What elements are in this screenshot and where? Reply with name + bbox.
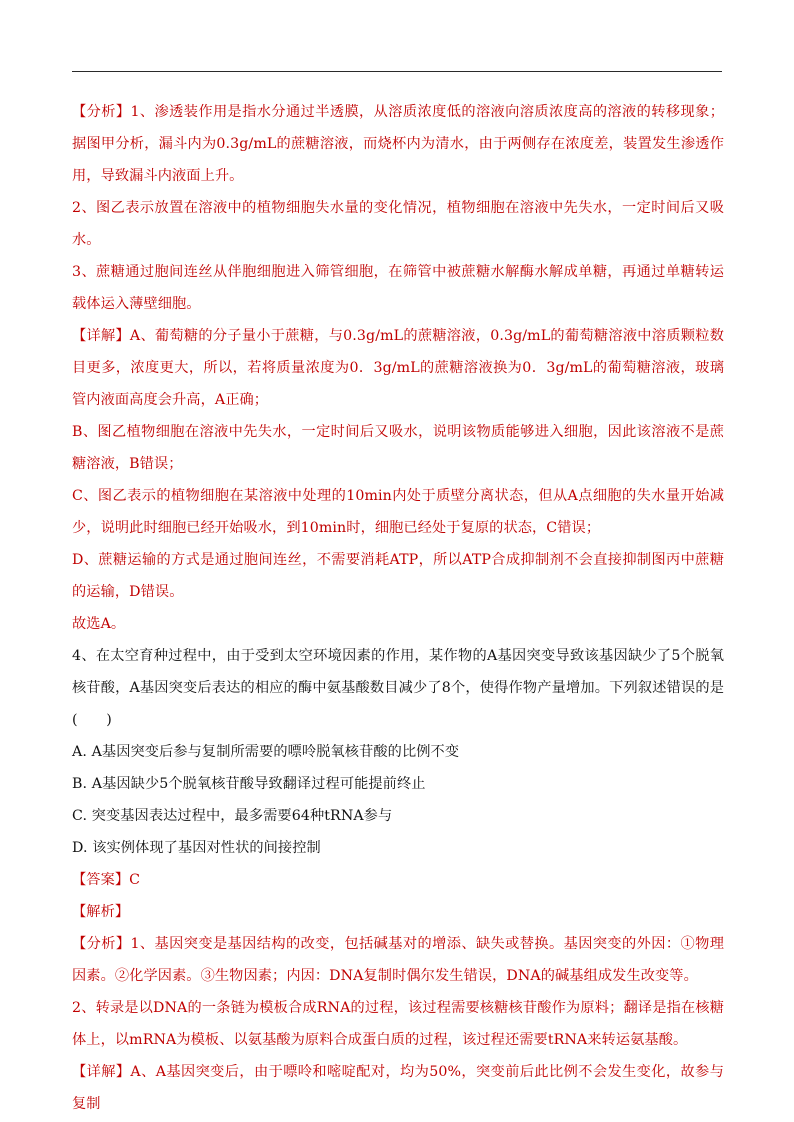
answer-label: 【答案】C <box>72 872 141 888</box>
q4-analysis-point-2: 2、转录是以DNA的一条链为模板合成RNA的过程，该过程需要核糖核苷酸作为原料；翻译是指在核糖体上，以mRNA为模板、以氨基酸为原料合成蛋白质的过程，该过程还需要tRNA来转运氨基酸。 <box>72 1000 724 1048</box>
detail-option-c: C、图乙表示的植物细胞在某溶液中处理的10min内处于质壁分离状态，但从A点细胞的失水量开始减少，说明此时细胞已经开始吸水，到10min时，细胞已经处于复原的状态，C错误； <box>72 488 724 536</box>
answer-choice-3: 故选A。 <box>72 616 126 632</box>
analysis-point-2: 2、图乙表示放置在溶液中的植物细胞失水量的变化情况，植物细胞在溶液中先失水，一定时间后又吸水。 <box>72 200 724 248</box>
question-4-stem: 4、在太空育种过程中，由于受到太空环境因素的作用，某作物的A基因突变导致该基因缺少了5个脱氧核苷酸，A基因突变后表达的相应的酶中氨基酸数目减少了8个，使得作物产量增加。下列叙述错误的是( ) <box>72 648 724 728</box>
detail-option-d: D、蔗糖运输的方式是通过胞间连丝，不需要消耗ATP，所以ATP合成抑制剂不会直接抑制图丙中蔗糖的运输，D错误。 <box>72 552 724 600</box>
header-rule <box>72 71 722 72</box>
question-4-option-c: C. 突变基因表达过程中，最多需要64种tRNA参与 <box>72 808 393 824</box>
analysis-point-3: 3、蔗糖通过胞间连丝从伴胞细胞进入筛管细胞，在筛管中被蔗糖水解酶水解成单糖，再通过单糖转运载体运入薄壁细胞。 <box>72 264 724 312</box>
analysis-point-1: 【分析】1、渗透装作用是指水分通过半透膜，从溶质浓度低的溶液向溶质浓度高的溶液的转移现象；据图甲分析，漏斗内为0.3g/mL的蔗糖溶液，而烧杯内为清水，由于两侧存在浓度差，装置发生渗透作用，导致漏斗内液面上升。 <box>72 104 724 184</box>
detail-option-a: 【详解】A、葡萄糖的分子量小于蔗糖，与0.3g/mL的蔗糖溶液，0.3g/mL的葡萄糖溶液中溶质颗粒数目更多，浓度更大，所以，若将质量浓度为0．3g/mL的蔗糖溶液换为0．3g/mL的葡萄糖溶液，玻璃管内液面高度会升高，A正确； <box>72 328 724 408</box>
question-4-option-b: B. A基因缺少5个脱氧核苷酸导致翻译过程可能提前终止 <box>72 776 426 792</box>
question-4-option-d: D. 该实例体现了基因对性状的间接控制 <box>72 840 321 856</box>
q4-analysis-point-1: 【分析】1、基因突变是基因结构的改变，包括碱基对的增添、缺失或替换。基因突变的外因：①物理因素。②化学因素。③生物因素；内因：DNA复制时偶尔发生错误，DNA的碱基组成发生改变等。 <box>72 936 724 984</box>
question-4-option-a: A. A基因突变后参与复制所需要的嘌呤脱氧核苷酸的比例不变 <box>72 744 460 760</box>
explanation-heading: 【解析】 <box>72 904 130 920</box>
detail-option-b: B、图乙植物细胞在溶液中先失水，一定时间后又吸水，说明该物质能够进入细胞，因此该溶液不是蔗糖溶液，B错误； <box>72 424 724 472</box>
q4-detail-option-a: 【详解】A、A基因突变后，由于嘌呤和嘧啶配对，均为50%，突变前后此比例不会发生变化，故参与复制 <box>72 1064 724 1112</box>
document-body <box>72 96 724 1120</box>
